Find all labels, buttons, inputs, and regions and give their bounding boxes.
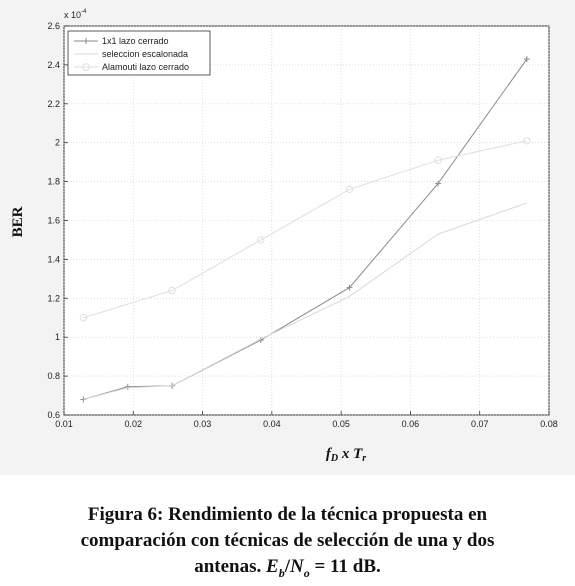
x-tick-label: 0.07 [470, 419, 489, 429]
y-tick-label: 2.2 [47, 98, 60, 109]
legend-label: 1x1 lazo cerrado [102, 36, 169, 46]
y-tick-label: 0.6 [47, 410, 60, 420]
x-tick-label: 0.03 [193, 419, 212, 429]
caption-line-2: comparación con técnicas de selección de una y dos [80, 530, 495, 551]
x-tick-label: 0.02 [124, 419, 143, 429]
x-tick-label: 0.04 [263, 419, 281, 429]
y-axis-title: BER [10, 206, 26, 238]
y-tick-label: 1.6 [47, 215, 60, 226]
y-tick-label: 2.6 [47, 21, 60, 31]
y-tick-label: 1.2 [47, 293, 60, 304]
caption-line-1: Figura 6: Rendimiento de la técnica propuesta en [87, 504, 488, 525]
legend-label: Alamouti lazo cerrado [102, 62, 190, 72]
legend [68, 31, 210, 75]
x-tick-label: 0.05 [332, 419, 350, 429]
y-tick-label: 1.4 [47, 254, 60, 265]
legend-label: seleccion escalonada [102, 49, 189, 59]
y-tick-label: 2 [54, 137, 60, 148]
y-tick-label: 1 [54, 332, 60, 343]
y-tick-label: 2.4 [47, 59, 60, 70]
x-tick-label: 0.06 [401, 419, 420, 429]
y-multiplier: x $10^{-4}$ [64, 9, 87, 20]
x-tick-label: 0.08 [540, 419, 558, 429]
caption-line-3: antenas. $E_b/N_o = 11$ dB. [194, 556, 381, 580]
y-tick-label: 1.8 [47, 176, 60, 187]
figure-caption [0, 502, 575, 586]
y-tick-label: 0.8 [47, 371, 60, 382]
x-tick-label: 0.01 [55, 419, 73, 429]
x-axis-title: $f_D$ x $T_r$ [325, 446, 367, 464]
